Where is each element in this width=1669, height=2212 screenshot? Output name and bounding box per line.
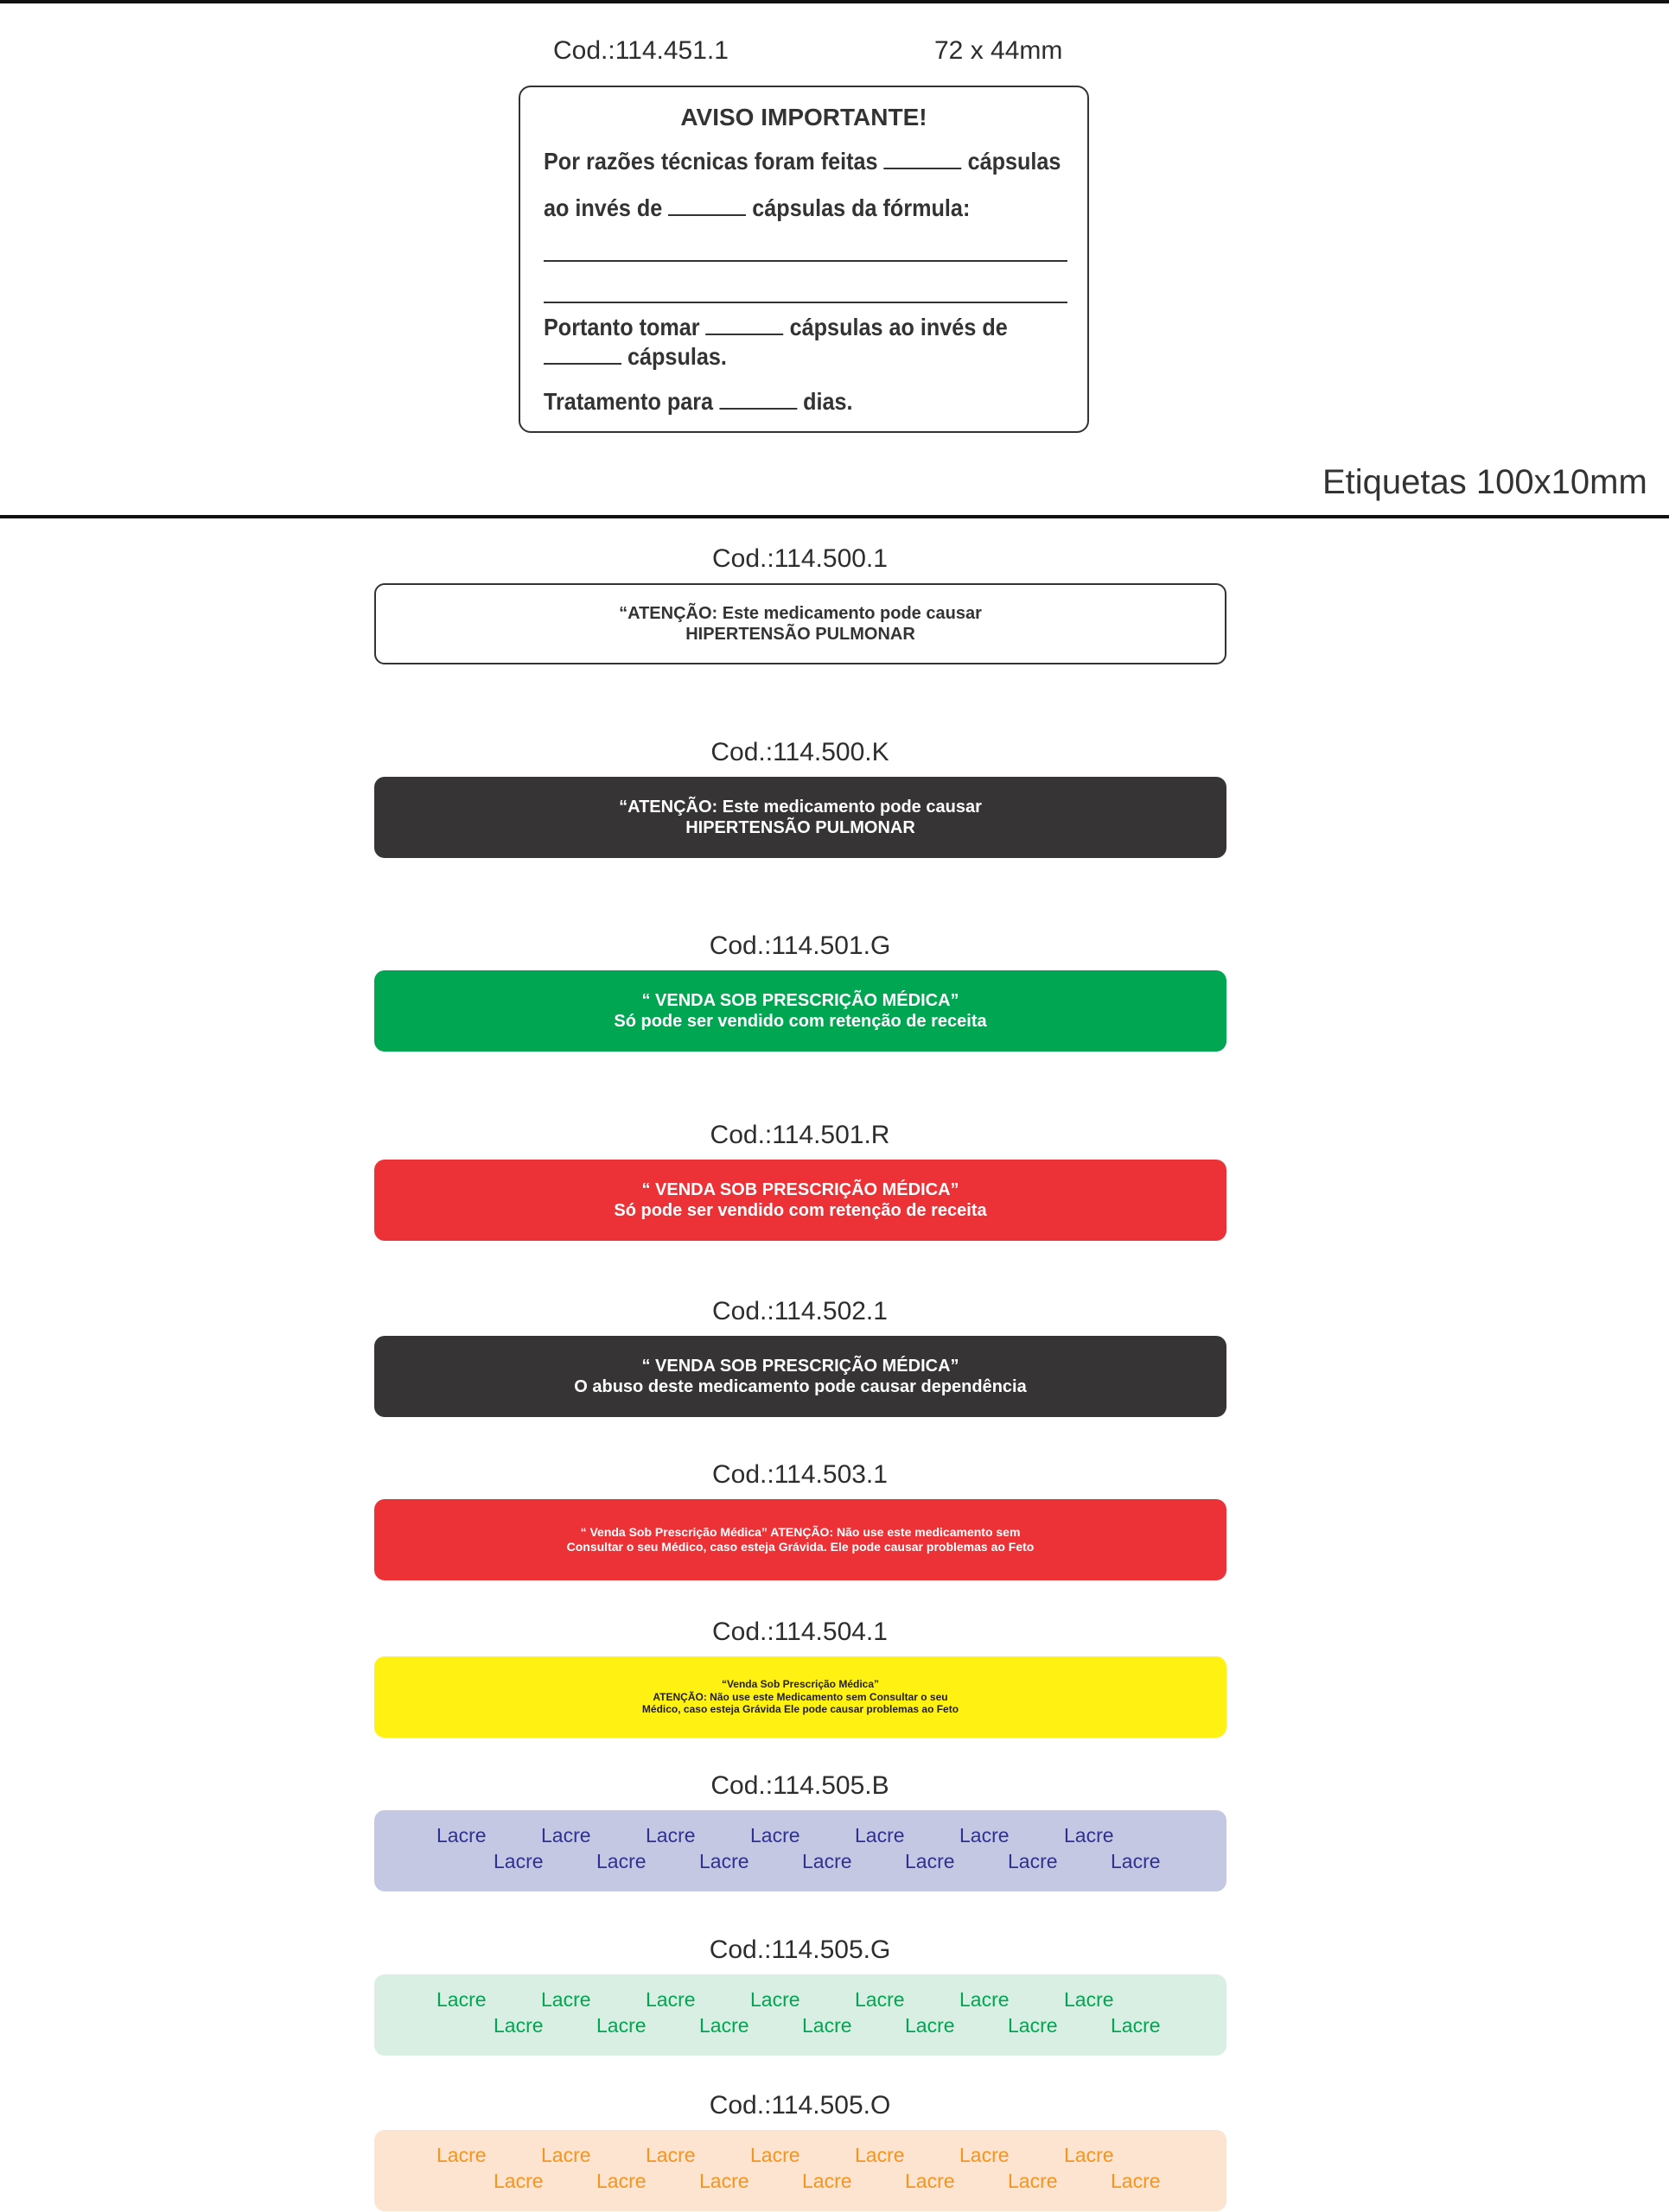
lacre-word: Lacre — [1008, 2170, 1058, 2192]
lacre-word: Lacre — [1111, 2170, 1161, 2192]
lacre-word: Lacre — [855, 1824, 905, 1847]
aviso-label — [519, 86, 1089, 433]
aviso-code: Cod.:114.451.1 — [553, 36, 729, 65]
label-text-line: Só pode ser vendido com retenção de receita — [614, 1201, 987, 1220]
label-text-line: “ATENÇÃO: Este medicamento pode causar — [619, 604, 982, 623]
lacre-code: Cod.:114.505.B — [710, 1771, 889, 1800]
lacre-word: Lacre — [646, 1988, 696, 2011]
label-text-line: “ VENDA SOB PRESCRIÇÃO MÉDICA” — [641, 1357, 959, 1376]
lacre-word: Lacre — [1064, 2144, 1114, 2166]
lacre-word: Lacre — [905, 2014, 955, 2037]
label-code: Cod.:114.500.1 — [712, 544, 888, 573]
label-text-line: “Venda Sob Prescrição Médica” — [721, 1678, 880, 1691]
lacre-word: Lacre — [494, 2170, 544, 2192]
aviso-line-1-start: Por razões técnicas foram feitas — [544, 148, 878, 175]
lacre-word: Lacre — [750, 1824, 800, 1847]
aviso-line-5-start: Tratamento para — [544, 388, 714, 415]
label-text-line: Só pode ser vendido com retenção de receita — [614, 1012, 987, 1031]
aviso-line-2 — [544, 194, 970, 222]
aviso-line-5-end: dias. — [803, 388, 853, 415]
blank-field — [884, 168, 962, 169]
aviso-line-2-start: ao invés de — [544, 194, 663, 221]
label-text-line: “ VENDA SOB PRESCRIÇÃO MÉDICA” — [641, 1180, 959, 1199]
blank-field — [719, 408, 797, 410]
label-code: Cod.:114.500.K — [710, 738, 889, 766]
lacre-word: Lacre — [596, 2170, 647, 2192]
label-strip — [374, 1160, 1226, 1241]
lacre-strip — [374, 1974, 1226, 2056]
lacre-word: Lacre — [1008, 1850, 1058, 1872]
label-strip — [374, 970, 1226, 1052]
lacre-word: Lacre — [646, 2144, 696, 2166]
label-code: Cod.:114.501.G — [709, 931, 891, 960]
lacre-word: Lacre — [541, 2144, 591, 2166]
section-title: Etiquetas 100x10mm — [1322, 463, 1647, 501]
lacre-word: Lacre — [905, 1850, 955, 1872]
label-strip — [374, 1656, 1226, 1738]
lacre-word: Lacre — [802, 2170, 852, 2192]
label-text-line: HIPERTENSÃO PULMONAR — [685, 625, 915, 644]
label-code: Cod.:114.504.1 — [712, 1618, 888, 1646]
lacre-word: Lacre — [436, 2144, 487, 2166]
label-strip — [374, 1336, 1226, 1417]
write-in-line — [544, 260, 1067, 262]
label-code: Cod.:114.503.1 — [712, 1460, 888, 1489]
label-strip — [374, 583, 1226, 664]
lacre-word: Lacre — [646, 1824, 696, 1847]
write-in-line — [544, 302, 1067, 303]
lacre-word: Lacre — [494, 2014, 544, 2037]
aviso-line-5 — [544, 388, 853, 416]
aviso-line-1 — [544, 148, 1061, 175]
top-rule — [0, 0, 1669, 3]
lacre-word: Lacre — [750, 1988, 800, 2011]
label-strip — [374, 1499, 1226, 1580]
label-text-line: Médico, caso esteja Grávida Ele pode causar problemas ao Feto — [641, 1703, 959, 1716]
aviso-line-3 — [544, 314, 1008, 341]
label-strip — [374, 777, 1226, 858]
lacre-word: Lacre — [802, 2014, 852, 2037]
lacre-word: Lacre — [1111, 1850, 1161, 1872]
lacre-word: Lacre — [699, 2170, 749, 2192]
lacre-word: Lacre — [699, 2014, 749, 2037]
label-text-line: Consultar o seu Médico, caso esteja Grávida. Ele pode causar problemas ao Feto — [566, 1540, 1035, 1554]
lacre-word: Lacre — [750, 2144, 800, 2166]
aviso-line-3-end: cápsulas ao invés de — [789, 314, 1008, 340]
lacre-word: Lacre — [541, 1988, 591, 2011]
aviso-heading: AVISO IMPORTANTE! — [680, 104, 927, 130]
blank-field — [668, 214, 746, 216]
aviso-line-4 — [544, 343, 727, 371]
blank-field — [706, 334, 784, 335]
aviso-line-2-end: cápsulas da fórmula: — [752, 194, 971, 221]
lacre-word: Lacre — [1064, 1988, 1114, 2011]
label-text-line: ATENÇÃO: Não use este Medicamento sem Consultar o seu — [653, 1690, 948, 1703]
label-code: Cod.:114.501.R — [710, 1121, 890, 1149]
aviso-size: 72 x 44mm — [934, 36, 1063, 65]
blank-field — [544, 363, 621, 365]
lacre-code: Cod.:114.505.G — [709, 1936, 891, 1964]
lacre-strip — [374, 1810, 1226, 1891]
label-text-line: “ATENÇÃO: Este medicamento pode causar — [619, 798, 982, 817]
aviso-line-4-text: cápsulas. — [627, 343, 727, 370]
lacre-word: Lacre — [494, 1850, 544, 1872]
lacre-word: Lacre — [855, 2144, 905, 2166]
lacre-word: Lacre — [905, 2170, 955, 2192]
lacre-word: Lacre — [596, 2014, 647, 2037]
lacre-word: Lacre — [802, 1850, 852, 1872]
aviso-line-3-start: Portanto tomar — [544, 314, 700, 340]
lacre-word: Lacre — [1064, 1824, 1114, 1847]
lacre-word: Lacre — [436, 1824, 487, 1847]
label-text-line: “ Venda Sob Prescrição Médica” ATENÇÃO: Não use este medicamento sem — [580, 1525, 1021, 1540]
label-text-line: HIPERTENSÃO PULMONAR — [685, 818, 915, 837]
label-text-line: “ VENDA SOB PRESCRIÇÃO MÉDICA” — [641, 991, 959, 1010]
lacre-word: Lacre — [541, 1824, 591, 1847]
lacre-strip — [374, 2130, 1226, 2211]
label-text-line: O abuso deste medicamento pode causar dependência — [574, 1377, 1027, 1396]
lacre-word: Lacre — [699, 1850, 749, 1872]
lacre-word: Lacre — [1008, 2014, 1058, 2037]
aviso-line-1-end: cápsulas — [967, 148, 1061, 175]
lacre-word: Lacre — [855, 1988, 905, 2011]
lacre-word: Lacre — [436, 1988, 487, 2011]
lacre-word: Lacre — [959, 2144, 1010, 2166]
lacre-word: Lacre — [959, 1824, 1010, 1847]
label-code: Cod.:114.502.1 — [712, 1297, 888, 1325]
section-rule — [0, 515, 1669, 518]
lacre-word: Lacre — [1111, 2014, 1161, 2037]
lacre-word: Lacre — [959, 1988, 1010, 2011]
lacre-word: Lacre — [596, 1850, 647, 1872]
lacre-code: Cod.:114.505.O — [709, 2091, 891, 2120]
